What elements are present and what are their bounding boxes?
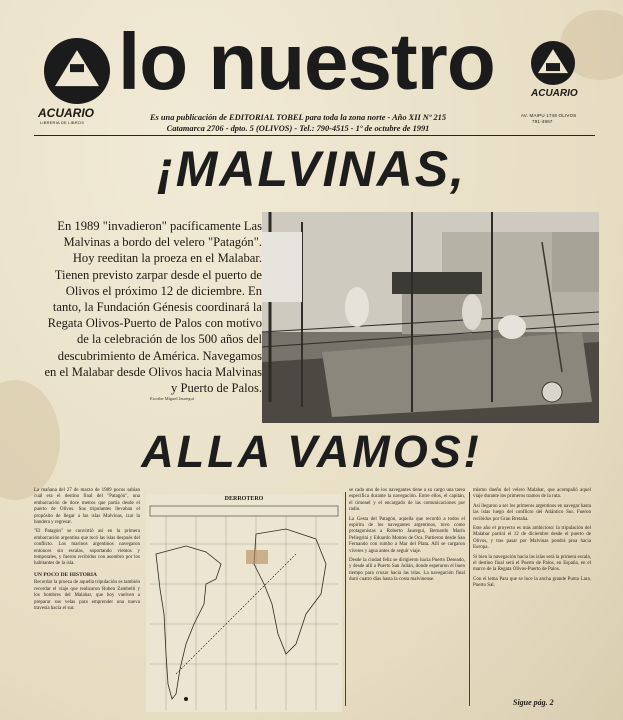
- brand-right-name: ACUARIO: [531, 88, 578, 99]
- col1-paragraph: Recordar la proeza de aquella tripulación es también recordar el viaje que realizaron Ruben Zambelli y los hombres del Malabar, que hoy vuelven a preparar sus velas para emprender una nueva travesía hacia el sur.: [34, 580, 140, 611]
- col1-paragraph: "El Patagón" se convirtió así en la primera embarcación argentina que tocó las islas después del conflicto. Los marinos argentinos navegaron entonces sin escalas, soportando vientos y temporales, y fueron recibidos con asombro por los habitantes de la isla.: [34, 529, 140, 567]
- publication-info-line1: Es una publicación de EDITORIAL TOBEL para toda la zona norte - Año XII Nº 215: [149, 113, 447, 122]
- map-title: DERROTERO: [224, 496, 264, 502]
- masthead-title: lo nuestro: [118, 17, 495, 106]
- lead-paragraph: En 1989 "invadieron" pacíficamente Las Malvinas a bordo del velero "Patagón". Hoy reeditan la proeza en el Malabar. Tienen previsto zarpar desde el puerto de Olivos el próximo 12 de diciembre. En tanto, la Fundación Génesis coordinará la Regata Olivos-Puerto de Palos con motivo de la celebración de los 500 años del descubrimiento de América. Navegamos en el Malabar desde Olivos hacia Malvinas y Puerto de Palos.: [44, 219, 262, 396]
- article-column-3: [473, 488, 591, 593]
- acuario-logo-left: [44, 38, 110, 104]
- acuario-logo-right: [531, 41, 575, 85]
- col3-paragraph: Si bien la navegación hacia las islas será la primera escala, el destino final será el Puerto de Palos, en España, en el marco de la Regata Olivos-Puerto de Palos.: [473, 554, 591, 573]
- brand-right-phone: 791-4967: [532, 119, 553, 124]
- brand-left-name: ACUARIO: [38, 106, 94, 120]
- brand-left-subtitle: LIBRERIA DE LIBROS: [40, 120, 85, 125]
- section-heading: UN POCO DE HISTORIA: [34, 571, 98, 578]
- column-divider: [469, 492, 470, 706]
- headline-top: ¡MALVINAS,: [157, 141, 466, 197]
- photo-credit: Escribe Miguel Jauregui: [150, 396, 194, 401]
- column-divider: [345, 492, 346, 706]
- sailboat-photo: [262, 212, 599, 423]
- col2-paragraph: La Gesta del Patagón, aquella que recordó a todos el espíritu de los navegantes argentinos, tuvo como protagonistas a Roberto Jauregui, Bernardo Marín Pellegrini y Eduardo Montes de Oca. Partieron desde San Fernando con rumbo a Mar del Plata. Allí se cargaron víveres y agua antes de seguir viaje.: [349, 516, 465, 554]
- col2-paragraph: se cada uno de los navegantes tiene a su cargo una tarea específica durante la navegación. Entre ellos, el capitán, el timonel y el encargado de las comunicaciones por radio.: [349, 488, 465, 513]
- sailboat-photo-drawing: [262, 212, 599, 423]
- continued-on-page-note: Sigue pág. 2: [513, 698, 554, 707]
- col3-paragraph: Así llegaron a ser los primeros argentinos en navegar hasta las islas luego del conflicto del Atlántico Sur. Fueron recibidos por Gran Bretaña.: [473, 503, 591, 522]
- brand-right-address: AV. MAIPU 1748 OLIVOS: [521, 113, 577, 118]
- publication-info-line2: Catamarca 2706 - dpto. 5 (OLIVOS) - Tel.: 790-4515 - 1º de octubre de 1991: [166, 124, 430, 133]
- route-map-drawing: [146, 494, 342, 712]
- headline-bottom: ALLA VAMOS!: [141, 426, 482, 477]
- col3-paragraph: mismo dueño del velero Malabar, que acompañó aquel viaje durante los primeros tramos de la ruta.: [473, 488, 591, 500]
- col3-paragraph: Con el lema Para que se luce la ancha grande Punta Lara, Puerto Sal.: [473, 576, 591, 589]
- article-column-2: [349, 488, 465, 587]
- col1-paragraph: La mañana del 27 de marzo de 1989 pocos sabían cuál era el destino final del "Patagón", una embarcación de doce metros que partía desde el puerto de Olivos. Sus tripulantes llevaban el propósito de llegar a las islas Malvinas, izar la bandera y regresar.: [34, 488, 140, 526]
- route-map: [146, 494, 342, 712]
- col2-paragraph: Desde la ciudad feliz se dirigieron hacia Puerto Deseado, y desde allí a Puerto San Julián, donde esperaron el buen tiempo para cruzar hacia las islas. La navegación final duró cuatro días hasta la costa malvinense.: [349, 558, 465, 583]
- article-column-1: [34, 488, 140, 615]
- col3-paragraph: Este año el proyecto es más ambicioso: la tripulación del Malabar partirá el 12 de diciembre desde el puerto de Olivos, y tras pasar por Malvinas pondrá proa hacia Europa.: [473, 526, 591, 551]
- masthead-rule: [34, 135, 595, 136]
